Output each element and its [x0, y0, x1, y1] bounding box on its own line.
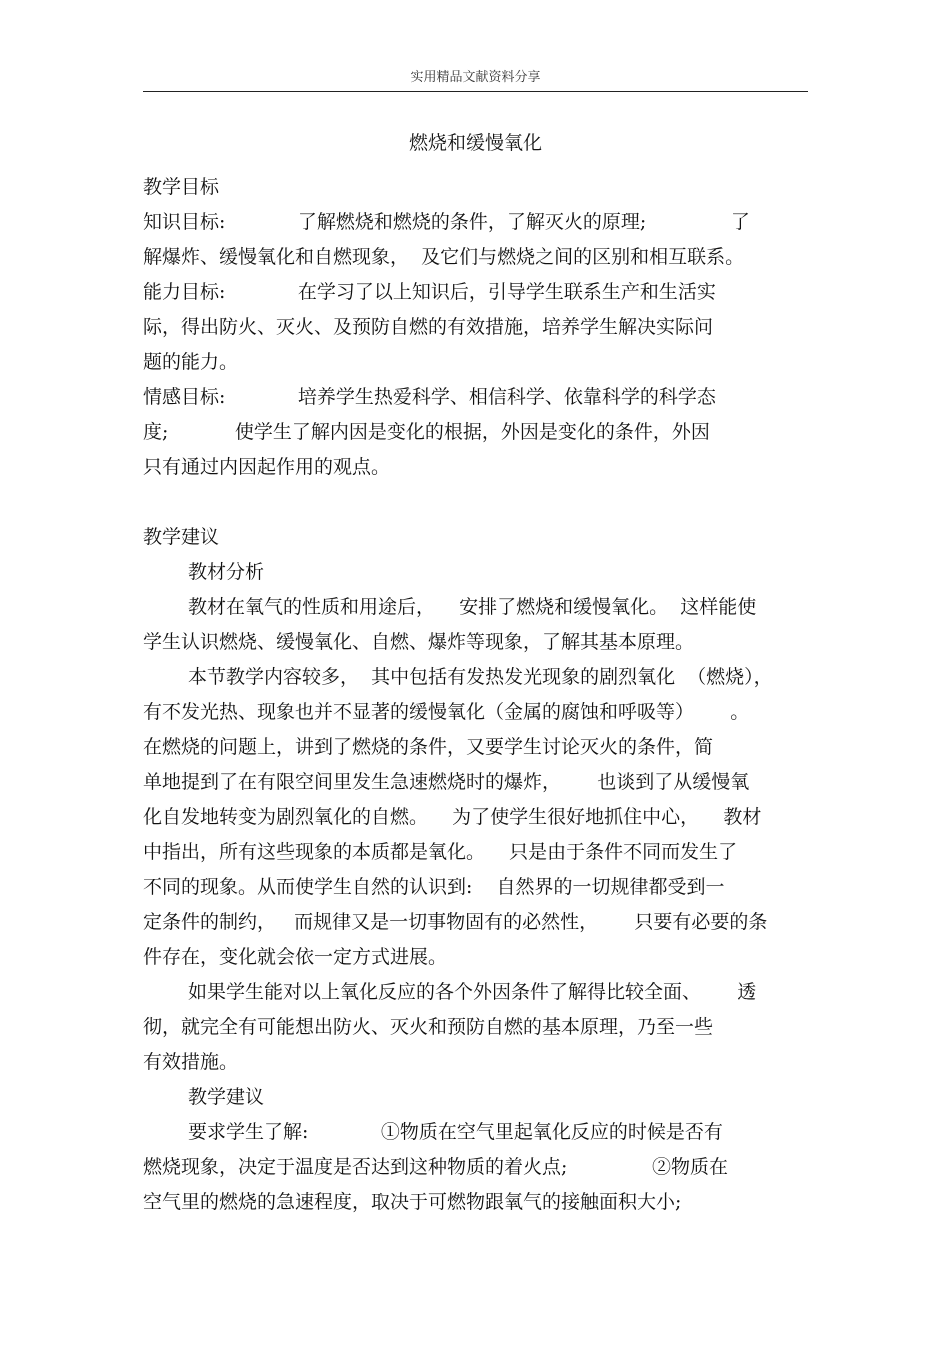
text-line: 件存在，变化就会依一定方式进展。	[143, 946, 448, 968]
text-line: 能力目标: 在学习了以上知识后，引导学生联系生产和生活实	[143, 281, 716, 303]
text-line: 解爆炸、缓慢氧化和自燃现象， 及它们与燃烧之间的区别和相互联系。	[143, 246, 745, 268]
text-line: 有效措施。	[143, 1051, 239, 1073]
section-heading: 教学建议	[143, 526, 220, 548]
text-line: 知识目标: 了解燃烧和燃烧的条件，了解灭火的原理; 了	[143, 211, 750, 233]
document-body	[143, 170, 808, 1220]
text-line: 化自发地转变为剧烈氧化的自燃。 为了使学生很好地抓住中心， 教材	[143, 806, 762, 828]
text-line: 学生认识燃烧、缓慢氧化、自燃、爆炸等现象，了解其基本原理。	[143, 631, 695, 653]
page-header: 实用精品文献资料分享	[410, 70, 541, 85]
text-line: 情感目标: 培养学生热爱科学、相信科学、依靠科学的科学态	[143, 386, 716, 408]
section-heading: 教学目标	[143, 176, 220, 198]
text-line: 际，得出防火、灭火、及预防自燃的有效措施，培养学生解决实际问	[143, 316, 714, 338]
text-line: 在燃烧的问题上，讲到了燃烧的条件，又要学生讨论灭火的条件，简	[143, 736, 714, 758]
text-line: 题的能力。	[143, 351, 239, 373]
text-line: 单地提到了在有限空间里发生急速燃烧时的爆炸， 也谈到了从缓慢氧	[143, 771, 750, 793]
text-line: 本节教学内容较多， 其中包括有发热发光现象的剧烈氧化 （燃烧），	[188, 666, 773, 688]
blank-line	[143, 485, 808, 520]
text-line: 如果学生能对以上氧化反应的各个外因条件了解得比较全面、 透	[188, 981, 757, 1003]
text-line: 定条件的制约， 而规律又是一切事物固有的必然性， 只要有必要的条	[143, 911, 768, 933]
text-line: 燃烧现象，决定于温度是否达到这种物质的着火点; ②物质在	[143, 1156, 728, 1178]
text-line: 度; 使学生了解内因是变化的根据，外因是变化的条件，外因	[143, 421, 710, 443]
text-line: 彻，就完全有可能想出防火、灭火和预防自燃的基本原理，乃至一些	[143, 1016, 714, 1038]
text-line: 中指出，所有这些现象的本质都是氧化。 只是由于条件不同而发生了	[143, 841, 738, 863]
document-title: 燃烧和缓慢氧化	[408, 132, 542, 154]
text-line: 空气里的燃烧的急速程度，取决于可燃物跟氧气的接触面积大小;	[143, 1191, 682, 1213]
text-line: 教材在氧气的性质和用途后， 安排了燃烧和缓慢氧化。 这样能使	[188, 596, 757, 618]
text-line: 只有通过内因起作用的观点。	[143, 456, 391, 478]
subsection-heading: 教材分析	[188, 561, 265, 583]
subsection-heading: 教学建议	[188, 1086, 265, 1108]
header-rule	[143, 91, 808, 92]
text-line: 要求学生了解: ①物质在空气里起氧化反应的时候是否有	[188, 1121, 723, 1143]
text-line: 有不发光热、现象也并不显著的缓慢氧化（金属的腐蚀和呼吸等） 。	[143, 701, 750, 723]
text-line: 不同的现象。从而使学生自然的认识到: 自然界的一切规律都受到一	[143, 876, 725, 898]
